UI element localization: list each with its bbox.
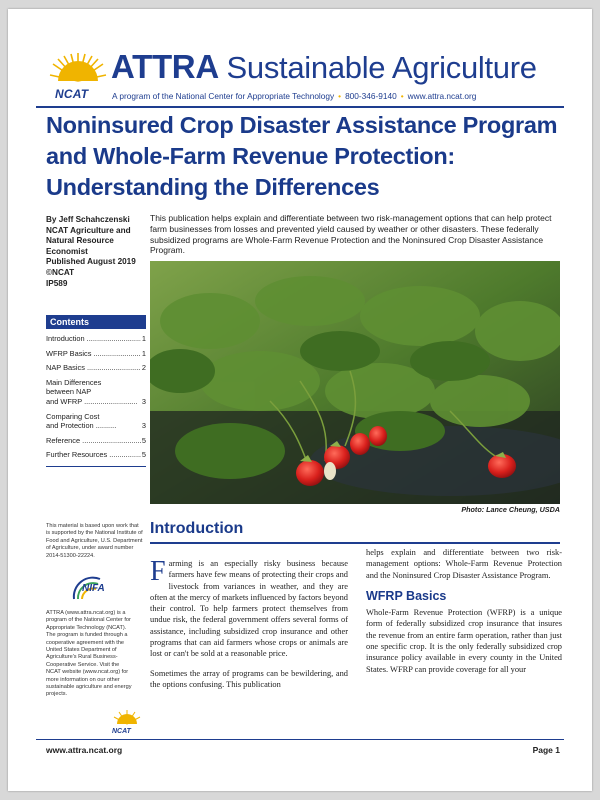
toc-label: Introduction ..... — [46, 334, 141, 344]
toc-label-line: and WFRP — [46, 396, 83, 406]
publish-date: Published August 2019 — [46, 257, 136, 267]
toc-item-further-resources[interactable] — [46, 450, 146, 460]
toc-label-line: between NAP — [46, 387, 92, 397]
brand-sustainable-agriculture: Sustainable Agriculture — [226, 50, 537, 85]
toc-page: 2 — [141, 363, 146, 373]
introduction-paragraph-2: Sometimes the array of programs can be bewildering, and the options confusing. This publication — [150, 668, 348, 689]
bullet-icon: • — [338, 91, 342, 101]
introduction-paragraph-1-text: arming is an especially risky business because farmers have few means of protecting their crops and livestock from variances in weather, and they are often at the mercy of markets influenced by factors beyond their control. To help farmers protect themselves from undue risk, the federal government offers several forms of assistance, including subsidized crop insurance and other programs that can aid farmers whose crops or animals are lost or can't be sold at a reasonable price. — [150, 559, 348, 659]
toc-page: 5 — [141, 450, 146, 460]
toc-page: 3 — [141, 396, 146, 406]
toc-item-reference[interactable] — [46, 436, 146, 446]
subtitle-program: A program of the National Center for Appropriate Technology — [112, 91, 335, 101]
toc-page: 1 — [141, 334, 146, 343]
toc-item-wfrp-basics[interactable] — [46, 349, 146, 359]
introduction-column-left — [150, 558, 348, 690]
toc-page: 5 — [141, 435, 146, 445]
author-block — [46, 215, 146, 289]
title-line-1: Noninsured Crop Disaster Assistance Program — [46, 112, 558, 138]
attra-about-text: ATTRA (www.attra.ncat.org) is a program of the National Center for Appropriate Technology (NCAT). The program is funded through a cooperative agreement with the United States Department of Agriculture's Rural Business-Cooperative Service. Visit the NCAT website (www.ncat.org) for more information on our other sustainable agriculture and energy projects. — [46, 610, 132, 698]
toc-item-comparing-cost[interactable] — [46, 412, 146, 431]
toc-item-introduction[interactable] — [46, 334, 146, 344]
table-of-contents — [46, 315, 146, 467]
toc-page: 3 — [141, 421, 146, 431]
contents-heading: Contents — [46, 315, 146, 329]
ncat-sun-small-icon — [112, 709, 142, 725]
toc-page: 1 — [141, 348, 146, 358]
subtitle-web[interactable]: www.attra.ncat.org — [407, 91, 477, 101]
introduction-paragraph-1 — [150, 558, 348, 660]
bullet-icon: • — [400, 91, 404, 101]
publication-code: IP589 — [46, 278, 68, 288]
nifa-logo-text: NIFA — [82, 583, 105, 594]
photo-caption: Photo: Lance Cheung, USDA — [461, 505, 560, 514]
author-org-1: NCAT Agriculture and — [46, 225, 131, 235]
header-divider — [36, 106, 564, 108]
author-org-3: Economist — [46, 246, 88, 256]
attra-brand-title — [111, 48, 537, 86]
toc-label: Reference ..... — [46, 436, 141, 446]
wfrp-paragraph: Whole-Farm Revenue Protection (WFRP) is a unique form of federally subsidized crop insurance that insures the revenue from an entire farm operation, rather than just one specific crop. It is the only federally subsidized crop insurance policy available in every county in the United States. WFRP can provide coverage for all your — [366, 608, 562, 674]
title-line-3: Understanding the Differences — [46, 174, 380, 200]
toc-label: Comparing Cost and Protection .......... — [46, 411, 117, 431]
document-title — [46, 110, 576, 203]
drop-cap: F — [150, 556, 166, 587]
introduction-heading: Introduction — [150, 520, 244, 537]
footer-website-link[interactable]: www.attra.ncat.org — [46, 745, 123, 755]
copyright: ©NCAT — [46, 267, 75, 277]
wfrp-basics-heading: WFRP Basics — [366, 588, 447, 603]
footer-divider — [36, 739, 564, 740]
toc-label: Further Resources ..... — [46, 450, 141, 460]
ncat-sun-logo-icon — [48, 51, 108, 83]
ncat-small-text: NCAT — [112, 728, 131, 735]
ncat-logo-text: NCAT — [55, 87, 89, 101]
author-org-2: Natural Resource — [46, 236, 114, 246]
toc-label: Main Differences between NAP and WFRP .......................... — [46, 377, 138, 406]
subtitle-phone: 800-346-9140 — [345, 91, 397, 101]
toc-label-line: and Protection — [46, 421, 94, 431]
footer-page-number: Page 1 — [532, 745, 560, 755]
title-line-2: and Whole-Farm Revenue Protection: — [46, 143, 455, 169]
publication-summary: This publication helps explain and differentiate between two risk-management options that can help protect farm businesses from losses and prevented yield caused by weather or other disasters. These federally subsidized programs are Whole-Farm Revenue Protection and the Noninsured Crop Disaster Assistance Program. — [150, 213, 552, 256]
document-page — [8, 9, 592, 791]
toc-label: NAP Basics ..... — [46, 363, 141, 373]
strawberry-plants-photo — [150, 261, 560, 504]
ncat-footer-logo — [112, 709, 144, 735]
introduction-column-right — [366, 547, 562, 675]
introduction-divider — [150, 542, 560, 544]
introduction-paragraph-3: helps explain and differentiate between two risk-management options: Whole-Farm Revenue Protection and the Noninsured Crop Disaster Assistance Program. — [366, 548, 562, 580]
brand-subtitle — [112, 91, 476, 101]
author-name: By Jeff Schahczenski — [46, 215, 130, 224]
toc-label-line: Main Differences — [46, 377, 102, 387]
contents-divider — [46, 466, 146, 467]
grant-notice: This material is based upon work that is supported by the National Institute of Food and Agriculture, U.S. Department of Agriculture, under award number 2014-51300-22224. — [46, 523, 143, 559]
toc-label-line: Comparing Cost — [46, 411, 100, 421]
toc-label: WFRP Basics ..... — [46, 349, 141, 359]
toc-item-nap-basics[interactable] — [46, 363, 146, 373]
toc-item-main-differences[interactable] — [46, 378, 146, 407]
brand-attra: ATTRA — [111, 48, 218, 85]
